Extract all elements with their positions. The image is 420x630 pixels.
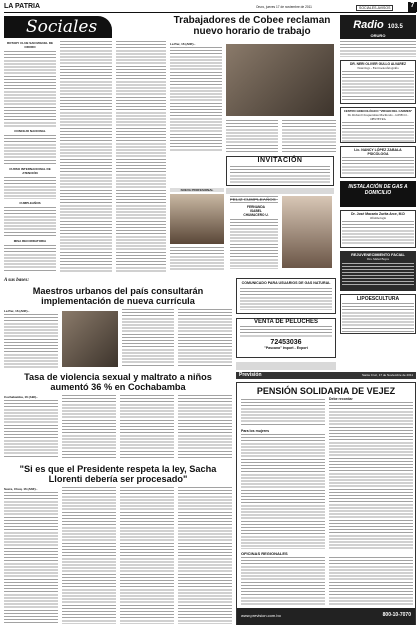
plush-phone: 72453036 [270,339,302,346]
radio-sub: ORURO [370,33,386,38]
pension-footer [237,608,415,625]
doctor-name: DR. NERI OLIVER GULLO ALVAREZ [350,62,406,66]
doctor-name: CENTRO GINECOLÓGICO "VIRGEN DEL CARMEN" [343,109,413,113]
doctor-ad [340,107,416,143]
radio-freq: 103.5 [387,24,403,30]
brief-title: CONCEJO NACIONAL [14,129,46,133]
brief-body [4,135,56,165]
teachers-pre: A sus bases: [4,278,30,283]
doctor-text [342,122,414,142]
article-text [226,120,278,152]
invitation-title: INVITACIÓN [257,157,303,164]
prevision-band [236,372,416,379]
dateline: Cochabamba, 16 (ABI).- [4,395,38,399]
teachers-photo [62,311,118,367]
article-text [178,309,232,368]
birthday-name [232,206,280,217]
graduate-label: NUEVA PROFESIONAL [170,188,224,192]
page-number: 7 [408,2,417,12]
article-text [178,395,232,459]
brief-title: CUMPLEAÑOS [19,201,41,205]
rejuvenation-ad [340,251,416,291]
masthead [4,3,416,13]
violence-headline: Tasa de violencia sexual y maltrato a niños aumentó 36 % en Cochabamba [24,372,212,392]
plush-title: VENTA DE PELUCHES [253,319,318,325]
birthday-text [230,196,278,204]
doctor-ad [340,146,416,178]
section-banner [4,16,112,38]
rejuvenation-text [342,263,414,285]
doctor-name: Dr. José Macario Zurita Arce, M.D [351,212,405,216]
prevision-brand: Previsión [239,372,262,378]
plush-brand: "Pascana" Import - Export [264,346,308,350]
pension-subhead: Para los mujeres [241,429,270,433]
birthday-photo [282,196,332,268]
article-text [170,47,222,151]
violence-article [4,395,232,460]
doctor-text [342,71,414,101]
social-column [60,41,112,273]
prevision-date: Santa Cruz, 17 de Noviembre de 2011 [362,373,413,378]
dateline: La Paz, 16 (ANF).- [170,42,196,46]
doctor-specialty: Dr. Richard Choquecahua Machicado - GINECO - OBSTETRA [347,113,409,121]
doctor-name: Lic. NANCY LÓPEZ ZABALA [354,148,402,152]
brief-title: CURSO INTERNACIONAL DE ATENCIÓN [9,167,51,175]
doctor-specialty: Neurólogo - Electroencefalografía [357,66,399,70]
pension-subhead: Debe recordar [329,397,353,401]
llorenti-article [4,487,232,625]
cobee-headline: Trabajadores de Cobee reclaman nuevo horario de trabajo [173,15,331,37]
workers-photo [226,44,334,116]
gas-notice-title: COMUNICADO PARA USUARIOS DE GAS NATURAL [241,281,331,285]
brief-title: ROTARY CLUB SAN MIGUEL DE ORURO [6,41,54,49]
gas-notice [236,278,336,314]
article-text [4,400,58,459]
pension-ad [236,382,416,625]
briefs-column [4,41,56,273]
radio-brand: Radio [353,19,384,31]
lipo-ad [340,294,416,334]
dateline: La Paz, 16 (ANF).- [4,309,30,313]
name-line: CHUMACERO U. [243,212,269,217]
doctor-specialty: Oftalmología [370,216,386,220]
brief-body [4,207,56,237]
plush-text [240,326,332,338]
issue-date: Oruro, jueves 17 de noviembre de 2011 [256,5,312,9]
pension-text [241,399,325,427]
brief-body [4,177,56,199]
name-line: ISABEL [250,208,262,213]
pension-phone: 800-10-7070 [382,612,411,618]
gas-notice-text [240,288,332,310]
article-text [4,492,58,624]
article-text [282,120,336,152]
offices-list [329,557,413,605]
doctor-text [342,221,414,245]
graduate-block [170,188,224,274]
birthday-title-bar [226,188,334,194]
cobee-article [170,42,336,152]
brief-body [4,245,56,271]
doctor-text [342,157,414,175]
doctor-name: REJUVENECIMIENTO FACIAL [351,253,405,257]
doctor-name: LIPOESCULTURA [356,296,400,302]
doctor-specialty: Dra. Mabel Bayes [367,257,389,261]
section-title: Sociales [26,17,98,37]
doctor-ad [340,60,416,104]
installations-title: INSTALACIÓN DE GAS A DOMICILIO [348,184,408,196]
teachers-headline: Maestros urbanos del país consultarán implementación de nueva currícula [32,286,204,306]
birthday-feature [226,188,334,274]
radio-text [340,41,416,57]
birthday-text [230,219,278,269]
dateline: Sucre, Chuq. 16 (ANF).- [4,487,38,491]
article-text [62,395,116,459]
radio-ad [340,15,416,39]
ad-column [340,15,416,370]
article-text [120,395,174,459]
doctor-ad [340,210,416,248]
graduate-photo [170,194,224,244]
article-text [178,487,232,624]
classifieds-strip [236,362,336,370]
section-tab: SOCIALES-AVISOS [356,5,393,11]
lipo-text [342,303,414,333]
pension-text [329,402,413,549]
name-line: FERNANDA [247,205,265,209]
pension-title: PENSIÓN SOLIDARIA DE VEJEZ [256,386,396,396]
doctor-specialty: PSICÓLOGA [367,152,389,156]
article-text [4,314,58,368]
brief-title: MISA RECORDATORIA [13,239,47,243]
pension-website[interactable]: www.prevision.com.bo [241,613,281,618]
article-text [122,309,174,368]
installations-ad [340,181,416,207]
social-column [116,41,166,273]
teachers-article [4,309,232,369]
article-text [120,487,174,624]
invitation-box [226,156,334,186]
offices-title: OFICINAS REGIONALES [241,551,288,556]
invitation-text [230,166,330,184]
plush-ad [236,318,336,358]
graduate-text [170,247,224,272]
llorenti-headline: "Si es que el Presidente respeta la ley, Sacha Llorenti debería ser procesado" [19,464,217,484]
article-text [62,487,116,624]
pension-text [241,434,325,549]
brief-body [4,51,56,127]
paper-name: LA PATRIA [4,3,41,10]
offices-list [241,557,325,605]
